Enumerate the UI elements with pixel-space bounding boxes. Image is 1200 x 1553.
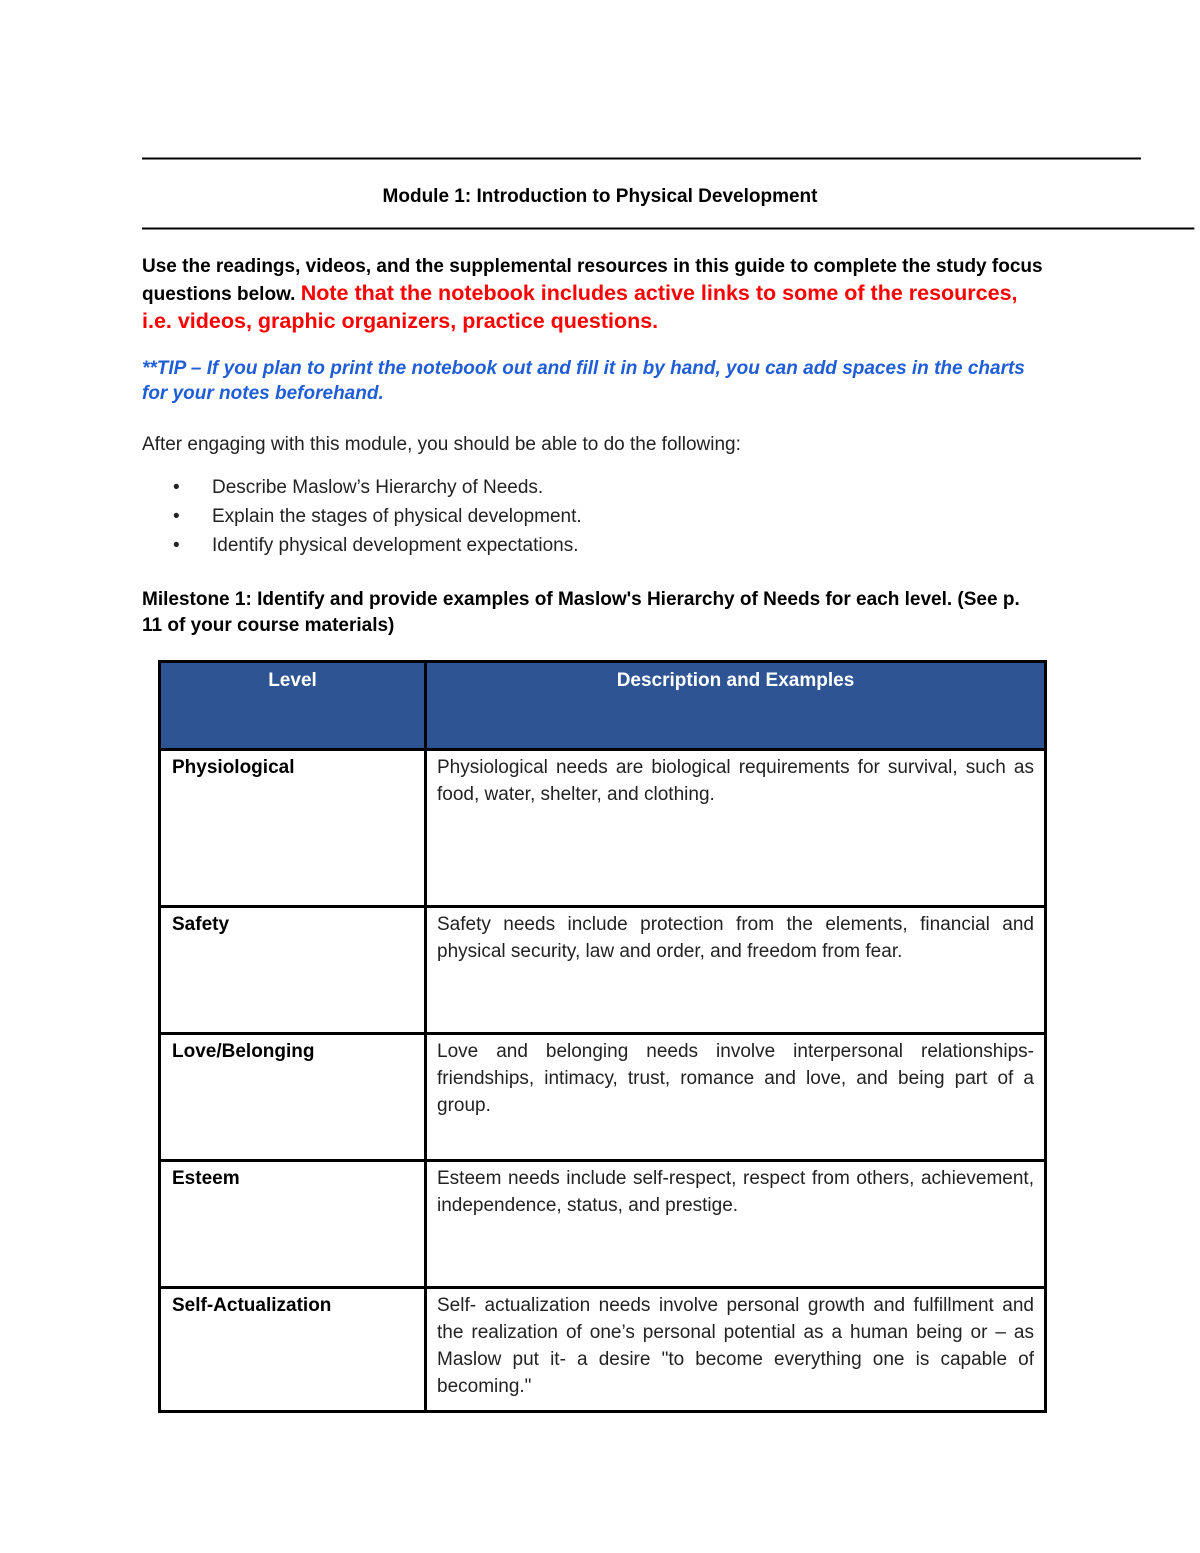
level-cell: Esteem: [160, 1161, 426, 1288]
level-cell: Self-Actualization: [160, 1288, 426, 1412]
objective-item: [142, 473, 582, 502]
bullet-icon: •: [173, 477, 180, 498]
intro-instructions: Use the readings, videos, and the supplemental resources in this guide to complete the study focus questions below.: [142, 256, 1043, 305]
objectives-list: [142, 473, 582, 560]
top-rule: ————————————————————————————————————————————————————————: [142, 147, 1139, 169]
level-cell: Physiological: [160, 750, 426, 907]
description-cell[interactable]: Esteem needs include self-respect, respect from others, achievement, independence, status, and prestige.: [426, 1161, 1046, 1288]
objectives-intro: After engaging with this module, you should be able to do the following:: [142, 434, 741, 455]
hierarchy-table: [158, 660, 1047, 1413]
bullet-icon: •: [173, 535, 180, 556]
header-description: Description and Examples: [426, 662, 1046, 750]
objective-item: [142, 502, 582, 531]
description-cell[interactable]: Safety needs include protection from the elements, financial and physical security, law and order, and freedom from fear.: [426, 907, 1046, 1034]
objective-text: Identify physical development expectations.: [212, 535, 579, 556]
table-header-row: [160, 662, 1046, 750]
milestone-heading: Milestone 1: Identify and provide examples of Maslow's Hierarchy of Needs for each level. (See p. 11 of your course materials): [142, 589, 1020, 636]
bullet-icon: •: [173, 506, 180, 527]
objective-text: Explain the stages of physical development.: [212, 506, 582, 527]
intro-paragraph: [142, 253, 1052, 336]
module-title: Module 1: Introduction to Physical Development: [382, 186, 818, 207]
bottom-rule: ———————————————————————————————————————————————————————————: [142, 217, 1193, 239]
objective-text: Describe Maslow’s Hierarchy of Needs.: [212, 477, 544, 498]
tip-note: **TIP – If you plan to print the notebook out and fill it in by hand, you can add spaces in the charts for your notes beforehand.: [142, 358, 1025, 404]
table-row: [160, 1161, 1046, 1288]
objective-item: [142, 531, 582, 560]
level-cell: Love/Belonging: [160, 1034, 426, 1161]
description-cell[interactable]: Love and belonging needs involve interpersonal relationships-friendships, intimacy, trust, romance and love, and being part of a group.: [426, 1034, 1046, 1161]
table-row: [160, 1034, 1046, 1161]
level-cell: Safety: [160, 907, 426, 1034]
header-level: Level: [160, 662, 426, 750]
table-row: [160, 1288, 1046, 1412]
intro-links-note: Note that the notebook includes active links to some of the resources, i.e. videos, graphic organizers, practice questions.: [142, 281, 1018, 333]
table-row: [160, 750, 1046, 907]
description-cell[interactable]: Physiological needs are biological requirements for survival, such as food, water, shelter, and clothing.: [426, 750, 1046, 907]
description-cell[interactable]: Self- actualization needs involve personal growth and fulfillment and the realization of one’s personal potential as a human being or – as Maslow put it- a desire "to become everything one is capable of becoming.": [426, 1288, 1046, 1412]
table-row: [160, 907, 1046, 1034]
